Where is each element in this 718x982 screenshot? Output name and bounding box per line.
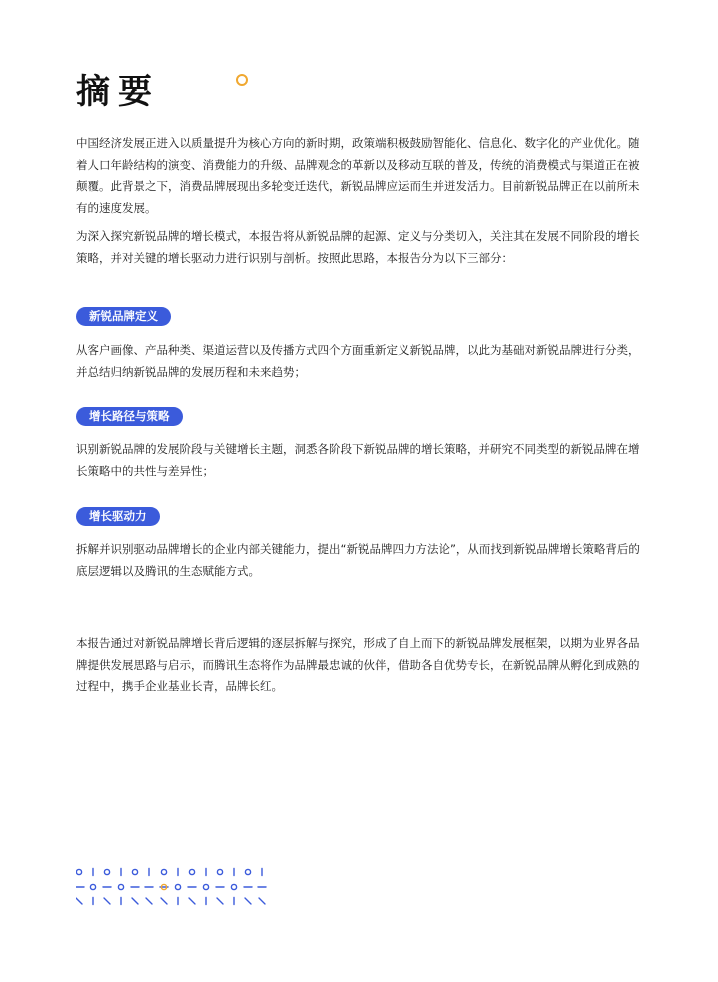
intro-paragraph-2: 为深入探究新锐品牌的增长模式，本报告将从新锐品牌的起源、定义与分类切入，关注其在发展不同阶段的增长策略，并对关键的增长驱动力进行识别与剖析。按照此思路，本报告分为以下三部分： xyxy=(76,229,640,265)
section-badge-growth-path: 增长路径与策略 xyxy=(76,407,183,426)
decorative-pattern-icon xyxy=(76,866,271,908)
title-dot-icon xyxy=(236,74,248,86)
section-text-growth-drivers: 拆解并识别驱动品牌增长的企业内部关键能力，提出“新锐品牌四力方法论”，从而找到新锐品牌增长策略背后的底层逻辑以及腾讯的生态赋能方式。 xyxy=(76,542,640,578)
page-title: 摘要 xyxy=(76,72,160,112)
conclusion-paragraph: 本报告通过对新锐品牌增长背后逻辑的逐层拆解与探究，形成了自上而下的新锐品牌发展框架，以期为业界各品牌提供发展思路与启示，而腾讯生态将作为品牌最忠诚的伙伴，借助各自优势专长，在新锐品牌从孵化到成熟的过程中，携手企业基业长青，品牌长红。 xyxy=(76,636,640,693)
section-text-definition: 从客户画像、产品种类、渠道运营以及传播方式四个方面重新定义新锐品牌，以此为基础对新锐品牌进行分类，并总结归纳新锐品牌的发展历程和未来趋势； xyxy=(76,343,640,379)
section-text-growth-path: 识别新锐品牌的发展阶段与关键增长主题，洞悉各阶段下新锐品牌的增长策略，并研究不同类型的新锐品牌在增长策略中的共性与差异性； xyxy=(76,442,640,478)
intro-paragraph-1: 中国经济发展正进入以质量提升为核心方向的新时期，政策端积极鼓励智能化、信息化、数字化的产业优化。随着人口年龄结构的演变、消费能力的升级、品牌观念的革新以及移动互联的普及，传统的消费模式与渠道正在被颠覆。此背景之下，消费品牌展现出多轮变迁迭代，新锐品牌应运而生并迸发活力。目前新锐品牌正在以前所未有的速度发展。 xyxy=(76,136,640,215)
section-badge-definition: 新锐品牌定义 xyxy=(76,307,171,326)
page-title-block xyxy=(76,70,160,114)
section-badge-growth-drivers: 增长驱动力 xyxy=(76,507,160,526)
